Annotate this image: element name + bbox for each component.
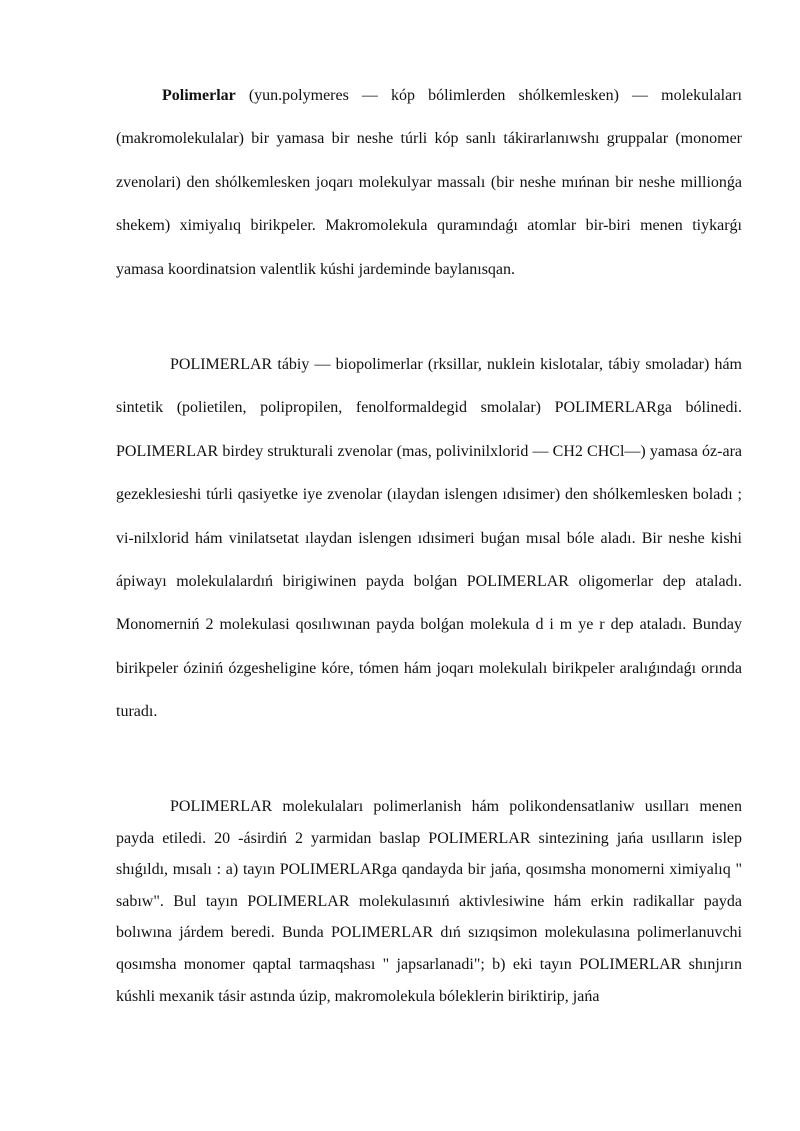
paragraph-1-text: (yun.polymeres — kóp bólimlerden shólkemlesken) — molekulaları (makromolekulalar) bir yamasa bir neshe túrli kóp sanlı tákirarlanıwshı gruppalar (monomer zvenolari) den shólkemlesken joqarı molekulyar massalı (bir neshe mıńnan bir neshe millionǵa shekem) ximiyalıq birikpeler. Makromolekula quramındaǵı atomlar bir-biri menen tiykarǵı yamasa koordinatsion valentlik kúshi jardeminde baylanısqan. xyxy=(116,87,742,278)
paragraph-2-text: POLIMERLAR tábiy — biopolimerlar (rksillar, nuklein kislotalar, tábiy smoladar) hám sintetik (polietilen, polipropilen, fenolformaldegid smolalar) POLIMERLARga bólinedi. POLIMERLAR birdey strukturali zvenolar (mas, polivinilxlorid — CH2 CHCl—) yamasa óz-ara gezeklesieshi túrli qasiyetke iye zvenolar (ılaydan islengen ıdısimer) den shólkemlesken boladı ; vi-nilxlorid hám vinilatsetat ılaydan islengen ıdısimeri buǵan mısal bóle aladı. Bir neshe kishi ápiwayı molekulalardıń birigiwinen payda bolǵan POLIMERLAR oligomerlar dep ataladı. Monomerniń 2 molekulasi qosılıwınan payda bolǵan molekula d i m ye r dep ataladı. Bunday birikpeler óziniń ózgesheligine kóre, tómen hám joqarı molekulalı birikpeler aralıǵındaǵı orında turadı. xyxy=(116,356,742,721)
term-polimerlar: Polimerlar xyxy=(162,87,236,104)
paragraph-3-text: POLIMERLAR molekulaları polimerlanish hám polikondensatlaniw usılları menen payda etiledi. 20 -ásirdiń 2 yarmidan baslap POLIMERLAR sintezining jańa usılların islep shıǵıldı, mısalı : a) tayın POLIMERLARga qandayda bir jańa, qosımsha monomerni ximiyalıq " sabıw". Bul tayın POLIMERLAR molekulasınıń aktivlesiwine hám erkin radikallar payda bolıwına járdem beredi. Bunda POLIMERLAR dıń sızıqsimon molekulasına polimerlanuvchi qosımsha monomer qaptal tarmaqshası " japsarlanadi"; b) eki tayın POLIMERLAR shınjırın kúshli mexanik tásir astında úzip, makromolekula bóleklerin biriktirip, jańa xyxy=(116,798,742,1005)
paragraph-1 xyxy=(116,74,742,291)
paragraph-2 xyxy=(116,343,742,734)
paragraph-3 xyxy=(116,791,742,1012)
